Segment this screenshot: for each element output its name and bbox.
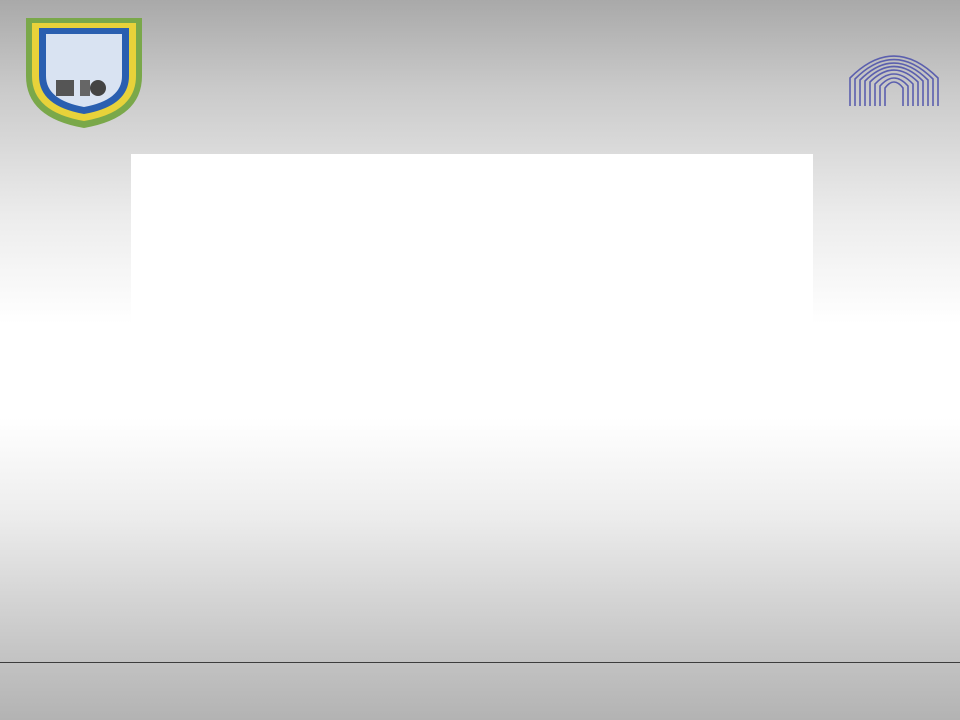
topology-figure — [131, 154, 813, 410]
ucab-logo — [22, 14, 146, 130]
bullet-item — [174, 472, 204, 494]
footer-divider — [0, 662, 960, 663]
bullet-item — [174, 502, 204, 524]
ucv-arch-logo — [846, 40, 942, 110]
topology-diagram — [131, 154, 813, 410]
